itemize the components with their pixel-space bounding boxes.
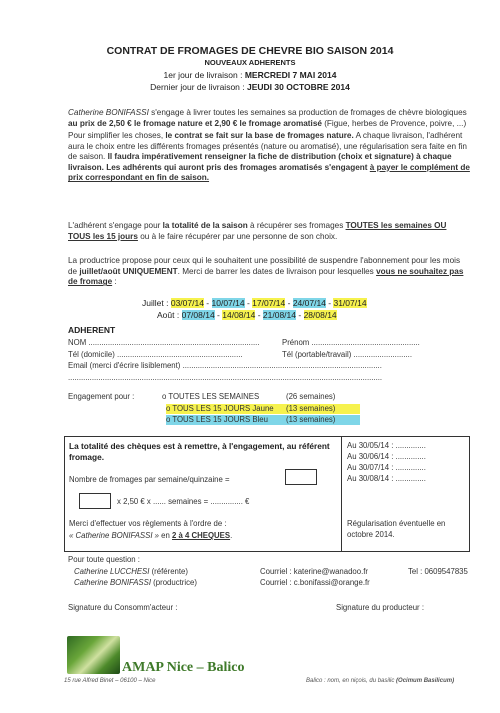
para4-text2: . Merci de barrer les dates de livraison pour lesquelles xyxy=(177,266,377,276)
date-cell[interactable]: 31/07/14 xyxy=(333,298,367,308)
payee-name: « Catherine BONIFASSI » xyxy=(69,531,159,540)
paragraph-season xyxy=(68,221,470,242)
option-count: (26 semaines) xyxy=(286,392,336,401)
order-text: Merci d'effectuer vos règlements à l'ordre de : xyxy=(69,519,227,528)
cheese-count-copy-input[interactable] xyxy=(79,493,111,509)
para4-bold1: juillet/août UNIQUEMENT xyxy=(79,266,178,276)
date-sep: - xyxy=(244,298,253,308)
contact-role: (productrice) xyxy=(153,578,197,587)
contact-heading: Pour toute question : xyxy=(68,555,140,564)
date-cell[interactable]: 07/08/14 xyxy=(181,310,215,320)
para1-text: s'engage à livrer toutes les semaines sa production de fromages de chèvre biologiques xyxy=(148,108,467,117)
contact-email[interactable]: Courriel : katerine@wanadoo.fr xyxy=(260,567,369,576)
footer-note xyxy=(306,678,454,684)
engagement-option-weekly[interactable] xyxy=(162,392,362,401)
signature-consumer[interactable]: Signature du Consomm'acteur : xyxy=(68,603,178,612)
para4-underlined: vous ne souhaitez pas de fromage xyxy=(68,266,464,287)
schedule-item[interactable]: Au 30/06/14 : .............. xyxy=(347,452,426,461)
contact-phone[interactable]: Tel : 0609547835 xyxy=(408,567,468,576)
august-label: Août : xyxy=(157,310,180,320)
cheese-count-input[interactable] xyxy=(285,469,317,485)
contact-row-referente xyxy=(74,567,474,576)
paragraph-suspension xyxy=(68,256,470,288)
july-dates-row xyxy=(142,298,482,308)
date-cell[interactable]: 28/08/14 xyxy=(303,310,337,320)
date-sep: - xyxy=(255,310,263,320)
tel-home-field[interactable]: Tél (domicile) .......................................................... xyxy=(68,350,243,359)
email-field[interactable]: Email (merci d'écrire lisiblement) ............................................................................................ xyxy=(68,361,382,370)
option-count: (13 semaines) xyxy=(286,404,336,413)
contact-name: Catherine LUCCHESI xyxy=(74,567,150,576)
para3-text1: L'adhérent s'engage pour xyxy=(68,221,163,230)
date-sep: - xyxy=(214,310,223,320)
schedule-item[interactable]: Au 30/07/14 : .............. xyxy=(347,463,426,472)
last-delivery-line xyxy=(0,82,500,92)
para3-text2: à récupérer ses fromages xyxy=(247,221,346,230)
option-name: o TOUTES LES SEMAINES xyxy=(162,392,260,401)
last-delivery-value: JEUDI 30 OCTOBRE 2014 xyxy=(247,82,350,92)
regularisation-note: Régularisation éventuelle en octobre 2014. xyxy=(347,519,446,539)
contact-email[interactable]: Courriel : c.bonifassi@orange.fr xyxy=(260,578,370,587)
amap-logo-text: AMAP Nice – Balico xyxy=(122,660,245,675)
date-sep: - xyxy=(296,310,304,320)
first-delivery-value: MERCREDI 7 MAI 2014 xyxy=(244,70,337,80)
para2-bold2: Il faudra impérativement renseigner la fiche de distribution (choix et signature) à chaque livraison. Les adhérents qui auront pris des fromages aromatisés s'engagent xyxy=(68,152,452,172)
date-cell[interactable]: 24/07/14 xyxy=(292,298,326,308)
paragraph-price xyxy=(68,108,470,129)
contact-name: Catherine BONIFASSI xyxy=(74,578,151,587)
paragraph-base xyxy=(68,131,470,184)
option-name: o TOUS LES 15 JOURS Jaune xyxy=(166,404,274,413)
nom-field[interactable]: NOM ............................................................................... xyxy=(68,338,260,347)
para4-text3: : xyxy=(112,277,117,287)
basil-logo-image xyxy=(67,636,120,674)
date-sep: - xyxy=(203,298,212,308)
schedule-item[interactable]: Au 30/08/14 : .............. xyxy=(347,474,426,483)
schedule-item[interactable]: Au 30/05/14 : .............. xyxy=(347,441,426,450)
option-name: o TOUS LES 15 JOURS Bleu xyxy=(166,415,268,424)
adherent-heading: ADHERENT xyxy=(68,325,116,335)
date-sep: - xyxy=(285,298,293,308)
cheque-count: 2 à 4 CHEQUES xyxy=(172,531,231,540)
contact-row-productrice xyxy=(74,578,474,587)
engagement-option-yellow[interactable] xyxy=(166,404,362,414)
option-count: (13 semaines) xyxy=(286,415,336,424)
contract-subtitle: NOUVEAUX ADHERENTS xyxy=(204,58,296,67)
contract-title: CONTRAT DE FROMAGES DE CHEVRE BIO SAISON 2014 xyxy=(106,45,394,57)
para2-text1: Pour simplifier les choses, xyxy=(68,131,166,140)
order-end: . xyxy=(230,531,233,540)
first-delivery-line xyxy=(0,70,500,80)
contact-role: (référente) xyxy=(151,567,188,576)
payment-box xyxy=(64,436,470,552)
footer-address: 15 rue Alfred Binet – 06100 – Nice xyxy=(64,678,156,684)
order-line xyxy=(69,531,232,540)
engagement-label: Engagement pour : xyxy=(68,392,135,401)
blank-line: ................................................................................................................................................. xyxy=(68,373,383,382)
para1-flavours: (Figue, herbes de Provence, poivre, ...) xyxy=(321,118,467,128)
date-cell[interactable]: 17/07/14 xyxy=(252,298,286,308)
para2-underlined: à payer le complément de prix correspondant en fin de saison. xyxy=(68,162,470,183)
prenom-field[interactable]: Prénom .................................................. xyxy=(282,338,420,347)
cheese-count-label: Nombre de fromages par semaine/quinzaine = xyxy=(69,475,230,484)
para2-bold1: le contrat se fait sur la base de fromages nature. xyxy=(165,131,354,140)
payment-heading: La totalité des chèques est à remettre, à l'engagement, au référent fromage. xyxy=(69,441,330,462)
footer-latin-name: (Ocimum Basilicum) xyxy=(396,678,455,684)
july-label: Juillet : xyxy=(142,298,169,308)
engagement-option-blue[interactable] xyxy=(166,415,362,425)
date-cell[interactable]: 10/07/14 xyxy=(211,298,245,308)
para3-text3: ou à le faire récupérer par une personne de son choix. xyxy=(137,231,338,241)
footer-note-text: Balico : nom, en niçois, du basilic xyxy=(306,678,397,684)
august-dates-row xyxy=(157,310,477,320)
calculation-line[interactable]: x 2,50 € x ...... semaines = ............... € xyxy=(117,497,250,506)
date-cell[interactable]: 03/07/14 xyxy=(170,298,204,308)
last-delivery-label: Dernier jour de livraison : xyxy=(150,82,245,92)
date-sep: - xyxy=(325,298,334,308)
price-text: au prix de 2,50 € le fromage nature et 2,90 € le fromage aromatisé xyxy=(68,118,322,128)
para2-text2: A chaque livraison, l'adhérent aura le choix entre les différents fromages présentés (nature ou aromatisé), une régularisation sera faite en fin de saison. xyxy=(68,131,467,162)
para3-bold1: la totalité de la saison xyxy=(162,221,248,230)
producer-name: Catherine BONIFASSI xyxy=(68,108,149,117)
para4-text1: La productrice propose pour ceux qui le souhaitent une possibilité de suspendre l'abonnement pour les mois de xyxy=(68,256,461,276)
first-delivery-label: 1er jour de livraison : xyxy=(163,70,243,80)
tel-mobile-field[interactable]: Tél (portable/travail) ........................... xyxy=(282,350,412,359)
date-cell[interactable]: 14/08/14 xyxy=(222,310,256,320)
signature-producer[interactable]: Signature du producteur : xyxy=(336,603,424,612)
para3-bold2: TOUTES les semaines OU TOUS les 15 jours xyxy=(68,221,447,241)
date-cell[interactable]: 21/08/14 xyxy=(262,310,296,320)
order-text2: en xyxy=(159,531,173,540)
